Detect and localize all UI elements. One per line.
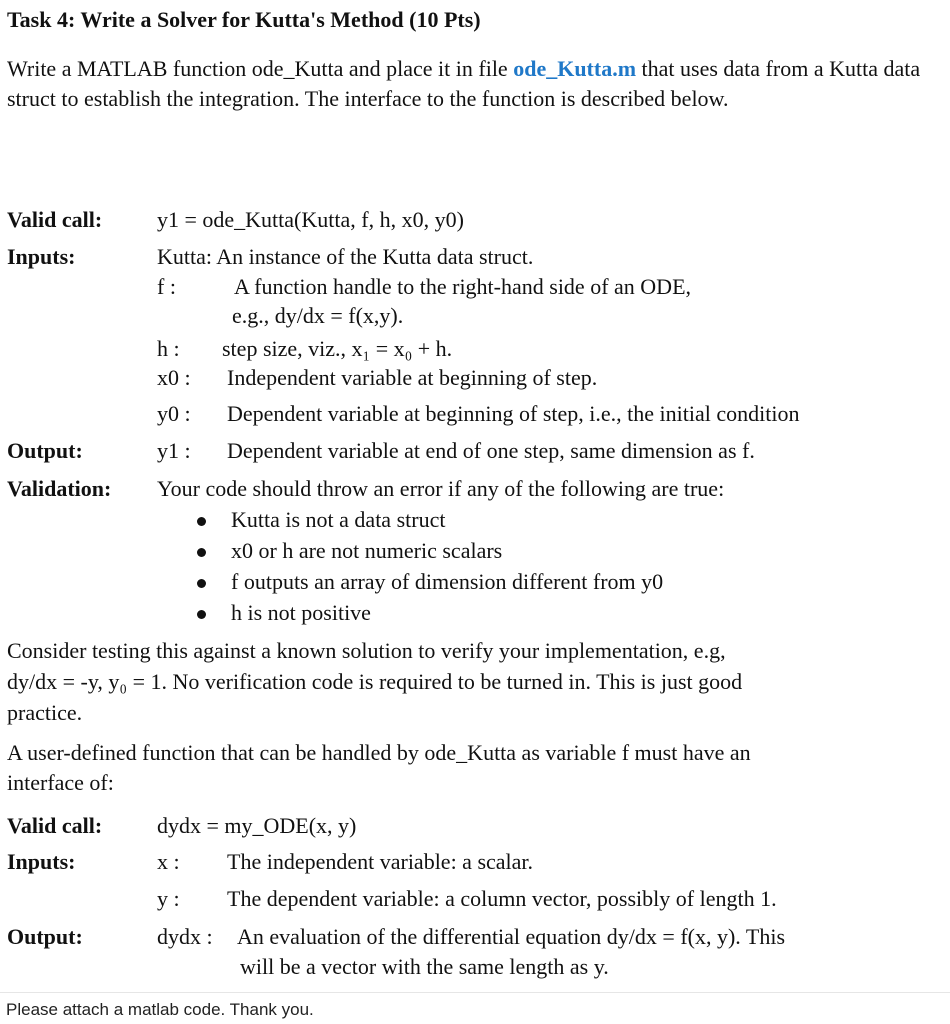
output-y1-key: y1 : xyxy=(157,438,191,463)
valid-call-text: y1 = ode_Kutta(Kutta, f, h, x0, y0) xyxy=(157,207,464,232)
input-f-key: f : xyxy=(157,274,176,299)
valid-call-label: Valid call: xyxy=(7,207,103,232)
inputs-label-2: Inputs: xyxy=(7,849,76,874)
input-f-example: e.g., dy/dx = f(x,y). xyxy=(232,303,404,328)
bullet-dot xyxy=(197,548,206,557)
user-fn-line-1: A user-defined function that can be handled by ode_Kutta as variable f must have an xyxy=(7,740,751,765)
input-y0-key: y0 : xyxy=(157,401,191,426)
consider-line-1: Consider testing this against a known solution to verify your implementation, e.g, xyxy=(7,638,726,663)
input-f-desc: A function handle to the right-hand side of an ODE, xyxy=(234,274,692,299)
intro-text-after: that uses data from a Kutta data struct to establish the integration. The interface to the function is described below. xyxy=(7,56,921,111)
validation-item: Kutta is not a data struct xyxy=(231,507,446,532)
valid-call-label-2: Valid call: xyxy=(7,813,103,838)
validation-item: f outputs an array of dimension different from y0 xyxy=(231,569,664,594)
input-h-desc: step size, viz., x₁ = x₀ + h. xyxy=(222,336,453,361)
intro-text-before: Write a MATLAB function ode_Kutta and place it in file xyxy=(7,56,514,81)
input-x-key: x : xyxy=(157,849,180,874)
input-x0-key: x0 : xyxy=(157,365,191,390)
validation-desc: Your code should throw an error if any of the following are true: xyxy=(157,476,725,501)
validation-item: x0 or h are not numeric scalars xyxy=(231,538,503,563)
output-label-2: Output: xyxy=(7,924,83,949)
consider-line-2: dy/dx = -y, y₀ = 1. No verification code is required to be turned in. This is just good xyxy=(7,669,743,694)
validation-label: Validation: xyxy=(7,476,112,501)
footer-note: Please attach a matlab code. Thank you. xyxy=(6,1000,314,1019)
intro-filename: ode_Kutta.m xyxy=(513,56,637,81)
input-x0-desc: Independent variable at beginning of step. xyxy=(227,365,598,390)
input-h-key: h : xyxy=(157,336,180,361)
inputs-label: Inputs: xyxy=(7,244,76,269)
bullet-dot xyxy=(197,517,206,526)
input-y-key: y : xyxy=(157,886,180,911)
bullet-dot xyxy=(197,579,206,588)
input-kutta: Kutta: An instance of the Kutta data struct. xyxy=(157,244,534,269)
task-title: Task 4: Write a Solver for Kutta's Method (10 Pts) xyxy=(7,7,481,32)
output-dydx-desc: An evaluation of the differential equation dy/dx = f(x, y). This xyxy=(237,924,786,949)
user-fn-line-2: interface of: xyxy=(7,770,114,795)
output-y1-desc: Dependent variable at end of one step, same dimension as f. xyxy=(227,438,755,463)
output-dydx-desc-2: will be a vector with the same length as y. xyxy=(240,954,609,979)
output-dydx-key: dydx : xyxy=(157,924,213,949)
intro-paragraph xyxy=(7,54,937,114)
bullet-dot xyxy=(197,610,206,619)
input-y0-desc: Dependent variable at beginning of step, i.e., the initial condition xyxy=(227,401,800,426)
input-y-desc: The dependent variable: a column vector, possibly of length 1. xyxy=(227,886,777,911)
valid-call-text-2: dydx = my_ODE(x, y) xyxy=(157,813,357,838)
validation-item: h is not positive xyxy=(231,600,371,625)
divider xyxy=(0,992,950,993)
consider-line-3: practice. xyxy=(7,700,83,725)
input-x-desc: The independent variable: a scalar. xyxy=(227,849,534,874)
output-label: Output: xyxy=(7,438,83,463)
